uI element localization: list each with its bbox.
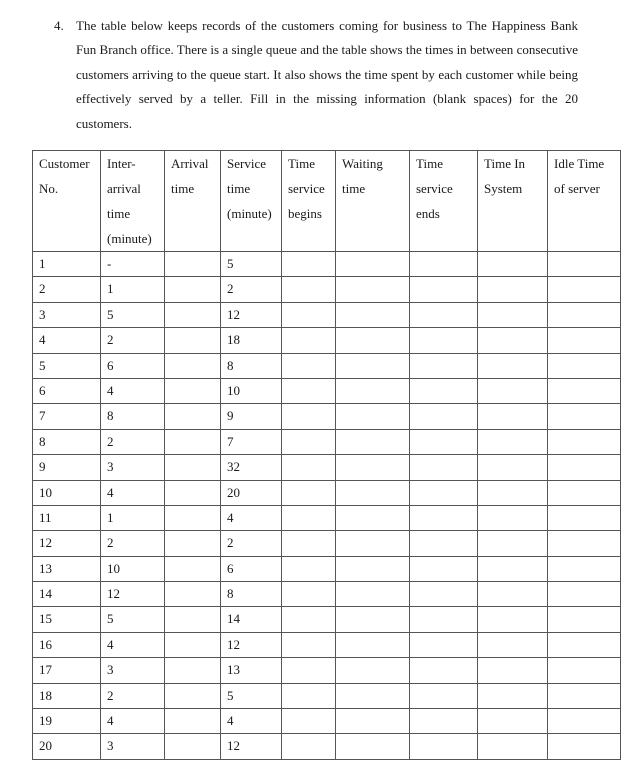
service-time-cell: 18	[221, 328, 282, 353]
header-line: time	[171, 181, 195, 196]
header-line: Inter-	[107, 156, 136, 171]
time-service-begins-cell	[282, 607, 336, 632]
idle-time-cell	[548, 480, 621, 505]
time-service-begins-cell	[282, 353, 336, 378]
time-in-system-cell	[478, 404, 548, 429]
time-in-system-cell	[478, 378, 548, 403]
idle-time-cell	[548, 734, 621, 759]
idle-time-cell	[548, 556, 621, 581]
idle-time-header	[548, 151, 621, 252]
customer-no-cell: 4	[33, 328, 101, 353]
service-time-cell: 8	[221, 582, 282, 607]
interarrival-time-cell: 5	[101, 302, 165, 327]
customer-no-cell: 11	[33, 505, 101, 530]
waiting-time-cell	[336, 632, 410, 657]
interarrival-time-cell: 4	[101, 480, 165, 505]
interarrival-time-cell: 4	[101, 709, 165, 734]
time-service-ends-cell	[410, 734, 478, 759]
customer-no-cell: 18	[33, 683, 101, 708]
time-service-ends-cell	[410, 658, 478, 683]
customer-no-cell: 19	[33, 709, 101, 734]
interarrival-time-cell: 8	[101, 404, 165, 429]
time-service-ends-cell	[410, 556, 478, 581]
time-service-ends-cell	[410, 429, 478, 454]
interarrival-time-cell: 12	[101, 582, 165, 607]
time-service-begins-cell	[282, 505, 336, 530]
idle-time-cell	[548, 429, 621, 454]
service-time-cell: 5	[221, 252, 282, 277]
idle-time-cell	[548, 582, 621, 607]
header-line: (minute)	[227, 206, 272, 221]
time-service-begins-cell	[282, 632, 336, 657]
header-line: time	[342, 181, 366, 196]
customer-records-table	[32, 150, 621, 760]
time-in-system-cell	[478, 505, 548, 530]
arrival-time-cell	[165, 480, 221, 505]
table-row	[33, 353, 621, 378]
time-service-ends-cell	[410, 302, 478, 327]
table-row	[33, 480, 621, 505]
customer-no-cell: 10	[33, 480, 101, 505]
interarrival-time-cell: 2	[101, 429, 165, 454]
waiting-time-header	[336, 151, 410, 252]
time-service-begins-cell	[282, 582, 336, 607]
table-row	[33, 734, 621, 759]
waiting-time-cell	[336, 353, 410, 378]
time-service-ends-cell	[410, 709, 478, 734]
header-line: service	[416, 181, 453, 196]
question-block	[54, 14, 578, 136]
time-in-system-cell	[478, 582, 548, 607]
idle-time-cell	[548, 455, 621, 480]
service-time-cell: 4	[221, 709, 282, 734]
interarrival-time-cell: 4	[101, 378, 165, 403]
interarrival-time-cell: 10	[101, 556, 165, 581]
time-service-ends-cell	[410, 582, 478, 607]
service-time-cell: 2	[221, 277, 282, 302]
waiting-time-cell	[336, 607, 410, 632]
time-in-system-cell	[478, 531, 548, 556]
time-service-begins-cell	[282, 429, 336, 454]
table-header-row	[33, 151, 621, 252]
idle-time-cell	[548, 277, 621, 302]
waiting-time-cell	[336, 709, 410, 734]
customer-no-cell: 13	[33, 556, 101, 581]
interarrival-time-cell: 2	[101, 683, 165, 708]
header-line: arrival	[107, 181, 141, 196]
idle-time-cell	[548, 632, 621, 657]
time-service-ends-cell	[410, 378, 478, 403]
time-in-system-cell	[478, 734, 548, 759]
arrival-time-cell	[165, 709, 221, 734]
time-in-system-cell	[478, 683, 548, 708]
time-in-system-cell	[478, 480, 548, 505]
table-row	[33, 658, 621, 683]
arrival-time-cell	[165, 328, 221, 353]
table-row	[33, 277, 621, 302]
header-line: begins	[288, 206, 322, 221]
time-service-ends-cell	[410, 480, 478, 505]
idle-time-cell	[548, 683, 621, 708]
customer-no-cell: 1	[33, 252, 101, 277]
customer-no-cell: 16	[33, 632, 101, 657]
arrival-time-cell	[165, 455, 221, 480]
table-row	[33, 505, 621, 530]
time-service-ends-cell	[410, 607, 478, 632]
arrival-time-cell	[165, 353, 221, 378]
arrival-time-cell	[165, 404, 221, 429]
arrival-time-cell	[165, 734, 221, 759]
arrival-time-cell	[165, 683, 221, 708]
time-service-ends-cell	[410, 328, 478, 353]
header-line: Time In	[484, 156, 526, 171]
idle-time-cell	[548, 252, 621, 277]
customer-no-cell: 5	[33, 353, 101, 378]
interarrival-time-header	[101, 151, 165, 252]
header-line: (minute)	[107, 231, 152, 246]
interarrival-time-cell: 3	[101, 658, 165, 683]
customer-no-cell: 20	[33, 734, 101, 759]
idle-time-cell	[548, 607, 621, 632]
service-time-cell: 8	[221, 353, 282, 378]
time-service-begins-cell	[282, 658, 336, 683]
time-service-ends-cell	[410, 252, 478, 277]
idle-time-cell	[548, 302, 621, 327]
arrival-time-header	[165, 151, 221, 252]
arrival-time-cell	[165, 632, 221, 657]
arrival-time-cell	[165, 582, 221, 607]
idle-time-cell	[548, 709, 621, 734]
customer-no-cell: 14	[33, 582, 101, 607]
service-time-cell: 4	[221, 505, 282, 530]
idle-time-cell	[548, 378, 621, 403]
service-time-cell: 2	[221, 531, 282, 556]
idle-time-cell	[548, 404, 621, 429]
customer-no-cell: 2	[33, 277, 101, 302]
header-line: Service	[227, 156, 266, 171]
customer-no-cell: 15	[33, 607, 101, 632]
table-row	[33, 404, 621, 429]
time-service-begins-cell	[282, 709, 336, 734]
table-body	[33, 252, 621, 760]
waiting-time-cell	[336, 683, 410, 708]
header-line: of server	[554, 181, 600, 196]
customer-no-cell: 8	[33, 429, 101, 454]
service-time-cell: 12	[221, 302, 282, 327]
service-time-cell: 9	[221, 404, 282, 429]
arrival-time-cell	[165, 607, 221, 632]
service-time-cell: 12	[221, 734, 282, 759]
table-row	[33, 455, 621, 480]
time-in-system-header	[478, 151, 548, 252]
customer-no-header	[33, 151, 101, 252]
time-service-ends-cell	[410, 353, 478, 378]
table-row	[33, 531, 621, 556]
arrival-time-cell	[165, 531, 221, 556]
time-service-begins-cell	[282, 531, 336, 556]
header-line: System	[484, 181, 523, 196]
customer-no-cell: 17	[33, 658, 101, 683]
time-in-system-cell	[478, 709, 548, 734]
interarrival-time-cell: -	[101, 252, 165, 277]
time-in-system-cell	[478, 556, 548, 581]
time-service-begins-cell	[282, 404, 336, 429]
interarrival-time-cell: 6	[101, 353, 165, 378]
waiting-time-cell	[336, 378, 410, 403]
header-line: time	[107, 206, 131, 221]
idle-time-cell	[548, 353, 621, 378]
service-time-cell: 20	[221, 480, 282, 505]
arrival-time-cell	[165, 429, 221, 454]
customer-no-cell: 7	[33, 404, 101, 429]
waiting-time-cell	[336, 404, 410, 429]
question-text: The table below keeps records of the customers coming for business to The Happiness Bank Fun Branch office. There is a single queue and the table shows the times in between consecutive customers arriving to the queue start. It also shows the time spent by each customer while being effectively served by a teller. Fill in the missing information (blank spaces) for the 20 customers.	[76, 18, 578, 131]
time-in-system-cell	[478, 277, 548, 302]
arrival-time-cell	[165, 378, 221, 403]
arrival-time-cell	[165, 252, 221, 277]
header-line: service	[288, 181, 325, 196]
table-row	[33, 302, 621, 327]
customer-no-cell: 6	[33, 378, 101, 403]
table-row	[33, 328, 621, 353]
waiting-time-cell	[336, 531, 410, 556]
header-line: Idle Time	[554, 156, 605, 171]
waiting-time-cell	[336, 455, 410, 480]
waiting-time-cell	[336, 277, 410, 302]
table-row	[33, 252, 621, 277]
service-time-cell: 10	[221, 378, 282, 403]
time-in-system-cell	[478, 252, 548, 277]
customer-no-cell: 9	[33, 455, 101, 480]
idle-time-cell	[548, 531, 621, 556]
table-row	[33, 582, 621, 607]
customer-no-cell: 3	[33, 302, 101, 327]
service-time-cell: 12	[221, 632, 282, 657]
header-line: Time	[416, 156, 443, 171]
time-service-begins-cell	[282, 556, 336, 581]
header-line: Time	[288, 156, 315, 171]
time-service-begins-cell	[282, 328, 336, 353]
interarrival-time-cell: 1	[101, 277, 165, 302]
time-in-system-cell	[478, 607, 548, 632]
waiting-time-cell	[336, 480, 410, 505]
time-service-begins-header	[282, 151, 336, 252]
waiting-time-cell	[336, 734, 410, 759]
idle-time-cell	[548, 505, 621, 530]
interarrival-time-cell: 3	[101, 455, 165, 480]
table-row	[33, 556, 621, 581]
time-service-begins-cell	[282, 252, 336, 277]
waiting-time-cell	[336, 429, 410, 454]
table-row	[33, 378, 621, 403]
time-in-system-cell	[478, 328, 548, 353]
table-row	[33, 683, 621, 708]
waiting-time-cell	[336, 302, 410, 327]
arrival-time-cell	[165, 658, 221, 683]
time-in-system-cell	[478, 429, 548, 454]
time-service-begins-cell	[282, 480, 336, 505]
waiting-time-cell	[336, 252, 410, 277]
header-line: Arrival	[171, 156, 209, 171]
service-time-cell: 5	[221, 683, 282, 708]
time-in-system-cell	[478, 658, 548, 683]
header-line: time	[227, 181, 251, 196]
time-service-begins-cell	[282, 378, 336, 403]
header-line: No.	[39, 181, 59, 196]
time-service-begins-cell	[282, 302, 336, 327]
waiting-time-cell	[336, 556, 410, 581]
table-row	[33, 709, 621, 734]
service-time-cell: 7	[221, 429, 282, 454]
interarrival-time-cell: 5	[101, 607, 165, 632]
time-service-ends-header	[410, 151, 478, 252]
service-time-cell: 14	[221, 607, 282, 632]
table-row	[33, 632, 621, 657]
header-line: ends	[416, 206, 440, 221]
interarrival-time-cell: 2	[101, 328, 165, 353]
time-service-begins-cell	[282, 683, 336, 708]
time-in-system-cell	[478, 353, 548, 378]
time-in-system-cell	[478, 632, 548, 657]
idle-time-cell	[548, 328, 621, 353]
arrival-time-cell	[165, 556, 221, 581]
interarrival-time-cell: 1	[101, 505, 165, 530]
header-line: Waiting	[342, 156, 383, 171]
time-in-system-cell	[478, 302, 548, 327]
service-time-header	[221, 151, 282, 252]
table-row	[33, 429, 621, 454]
service-time-cell: 6	[221, 556, 282, 581]
time-service-begins-cell	[282, 455, 336, 480]
customer-no-cell: 12	[33, 531, 101, 556]
interarrival-time-cell: 2	[101, 531, 165, 556]
question-number: 4.	[54, 18, 64, 33]
time-service-ends-cell	[410, 404, 478, 429]
time-in-system-cell	[478, 455, 548, 480]
arrival-time-cell	[165, 302, 221, 327]
time-service-ends-cell	[410, 531, 478, 556]
idle-time-cell	[548, 658, 621, 683]
table-row	[33, 607, 621, 632]
arrival-time-cell	[165, 505, 221, 530]
interarrival-time-cell: 3	[101, 734, 165, 759]
time-service-begins-cell	[282, 734, 336, 759]
waiting-time-cell	[336, 328, 410, 353]
time-service-begins-cell	[282, 277, 336, 302]
header-line: Customer	[39, 156, 90, 171]
waiting-time-cell	[336, 505, 410, 530]
waiting-time-cell	[336, 582, 410, 607]
time-service-ends-cell	[410, 505, 478, 530]
time-service-ends-cell	[410, 632, 478, 657]
interarrival-time-cell: 4	[101, 632, 165, 657]
service-time-cell: 13	[221, 658, 282, 683]
service-time-cell: 32	[221, 455, 282, 480]
time-service-ends-cell	[410, 683, 478, 708]
time-service-ends-cell	[410, 455, 478, 480]
waiting-time-cell	[336, 658, 410, 683]
time-service-ends-cell	[410, 277, 478, 302]
arrival-time-cell	[165, 277, 221, 302]
